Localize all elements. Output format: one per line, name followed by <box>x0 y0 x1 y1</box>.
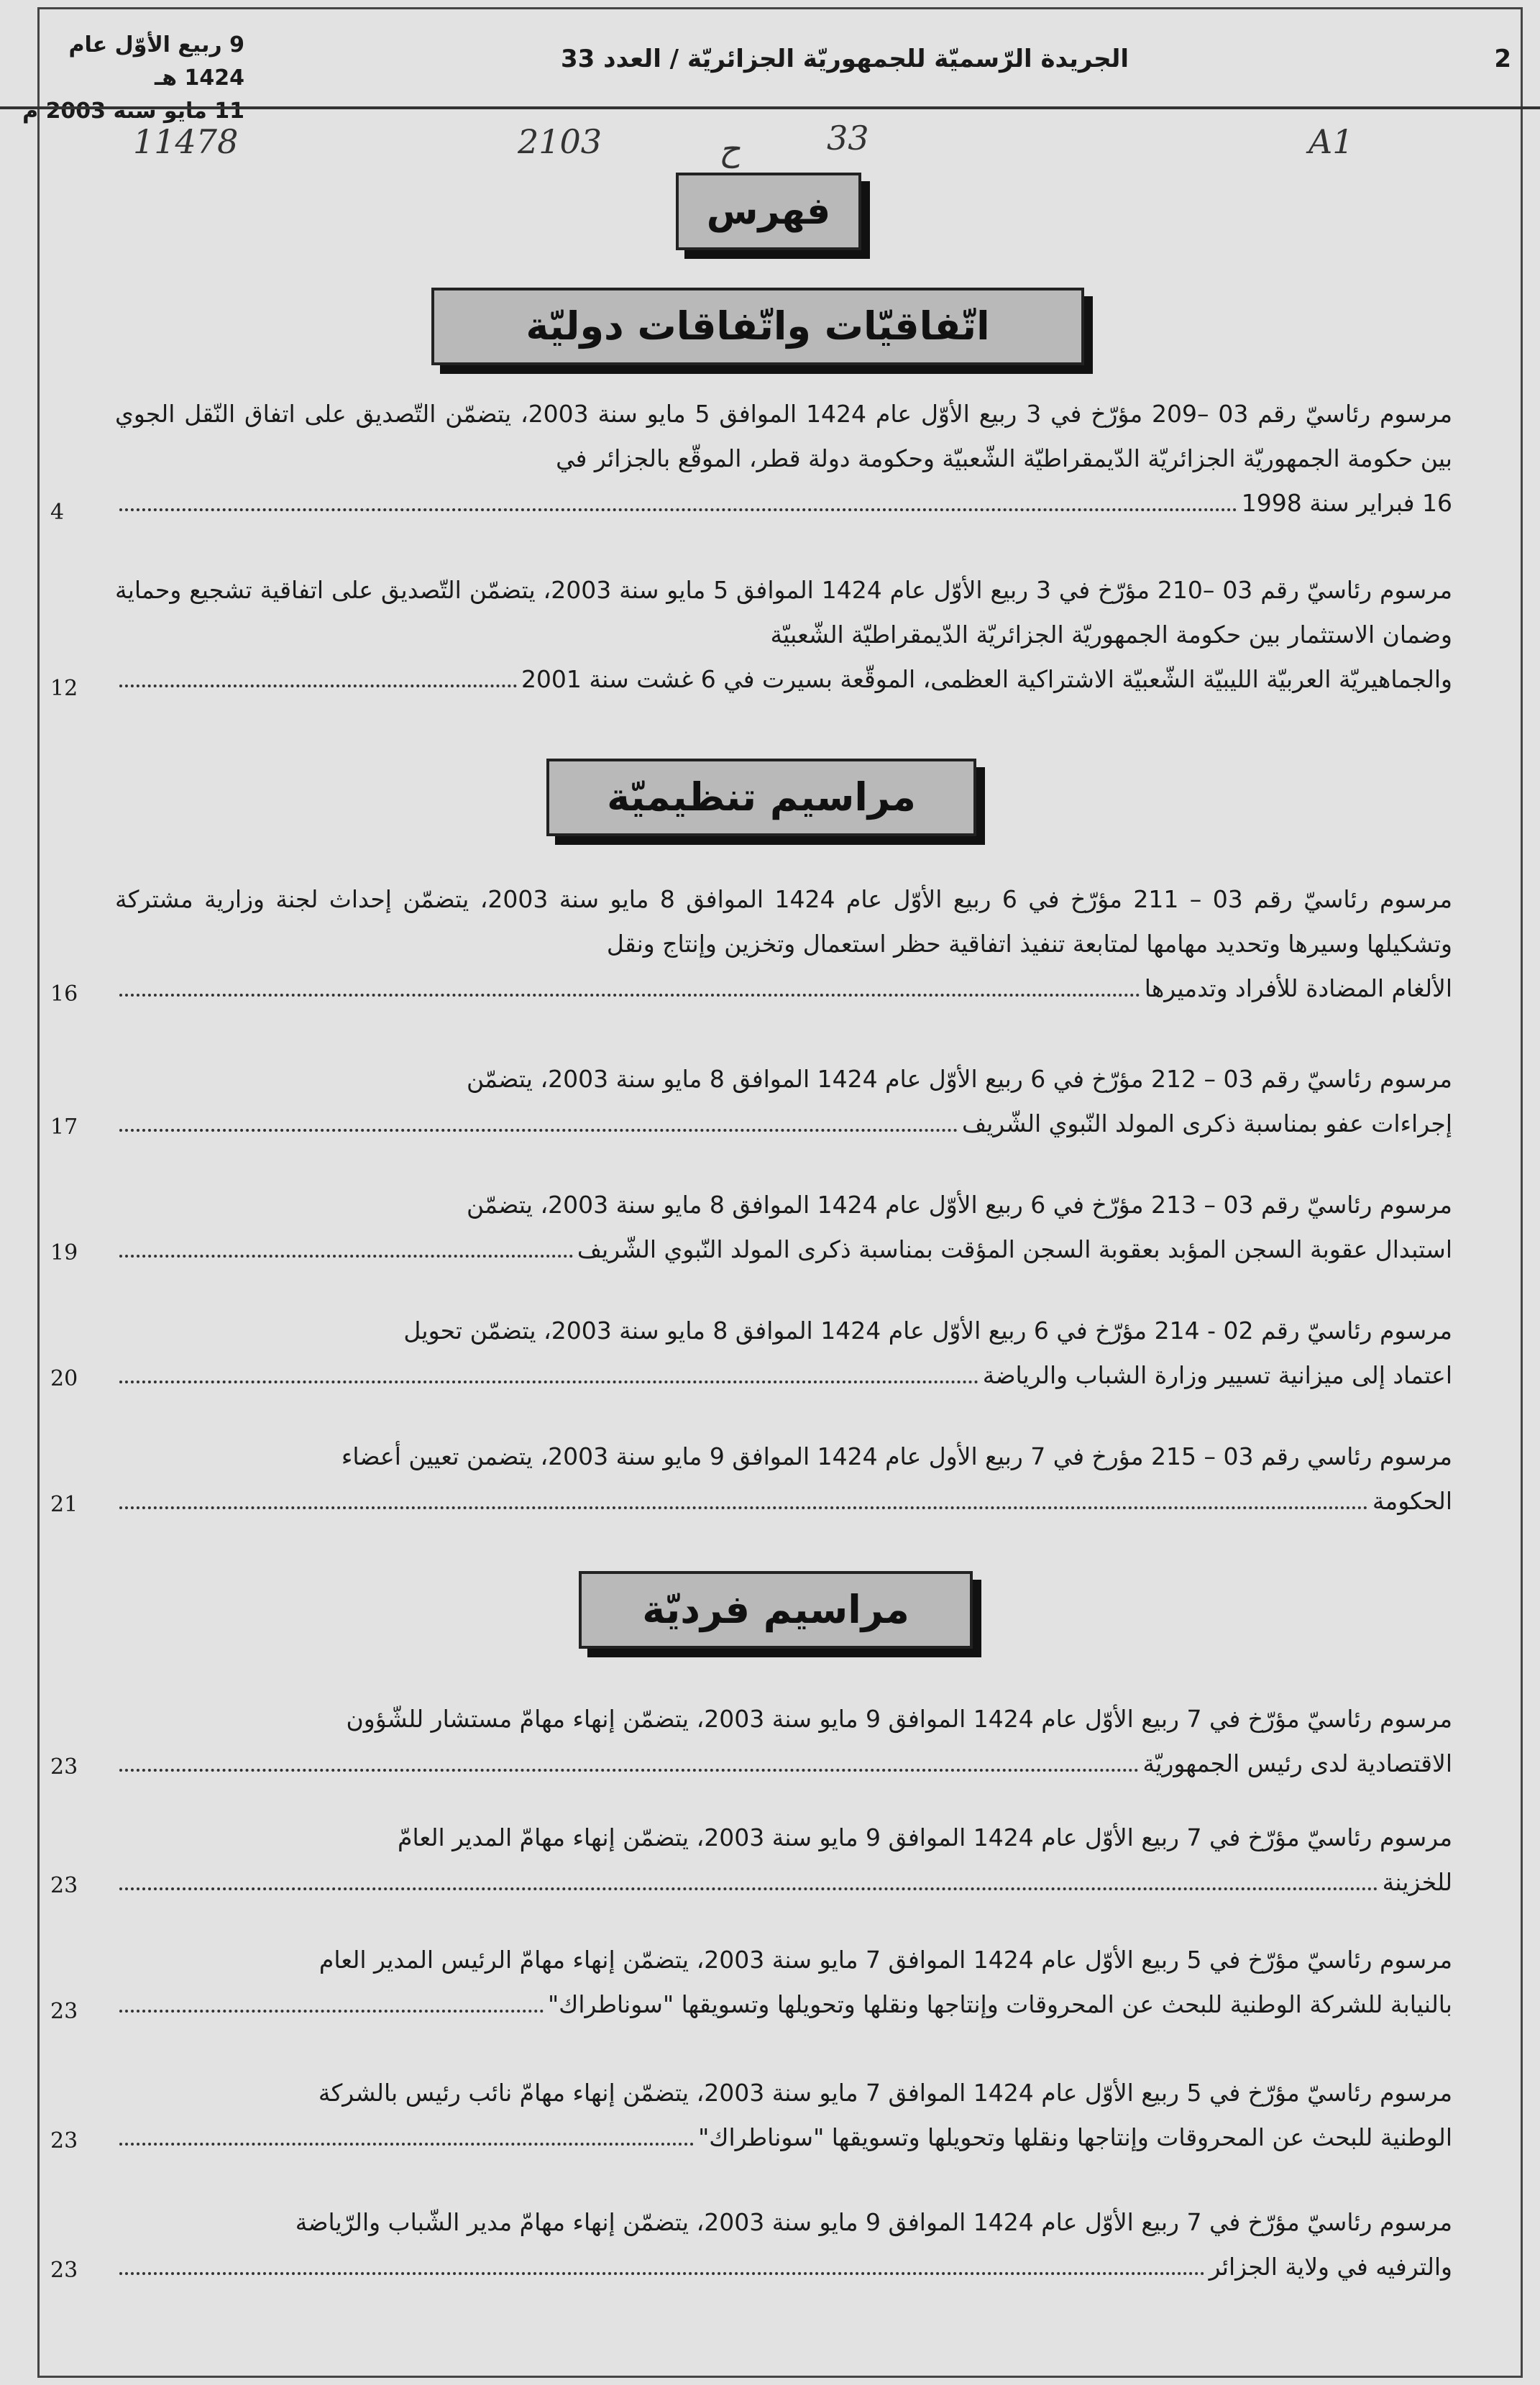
handwritten-note-e: 11478 <box>133 122 239 161</box>
entry-page-number: 23 <box>50 2128 78 2153</box>
issue-date <box>7 29 244 128</box>
entry-last-line <box>115 2115 1452 2160</box>
section-title-individual: مراسيم فرديّة <box>579 1571 973 1649</box>
entry-last-line <box>115 1102 1452 1146</box>
entry-text: مرسوم رئاسي رقم 03 – 215 مؤرخ في 7 ربيع الأول عام 1424 الموافق 9 مايو سنة 2003، يتضمن تعيين أعضاء <box>341 1442 1452 1470</box>
entry-text: مرسوم رئاسيّ رقم 03 – 211 مؤرّخ في 6 ربيع الأوّل عام 1424 الموافق 8 مايو سنة 2003، يتضمّن إحداث لجنة وزارية مشتركة وتشكيلها وسيرها وتحديد مهامها لمتابعة تنفيذ اتفاقية حظر استعمال وتخزين وإنتاج ونقل <box>115 885 1453 958</box>
entry-last: اعتماد إلى ميزانية تسيير وزارة الشباب والرياضة <box>982 1361 1452 1389</box>
handwritten-note-b: 33 <box>827 119 869 157</box>
toc-entry <box>115 1057 1452 1146</box>
dot-leader <box>119 685 517 687</box>
entry-text: مرسوم رئاسيّ مؤرّخ في 7 ربيع الأوّل عام 1424 الموافق 9 مايو سنة 2003، يتضمّن إنهاء مهامّ مستشار للشّؤون <box>346 1705 1452 1733</box>
entry-last: 16 فبراير سنة 1998 <box>1241 489 1452 517</box>
entry-last: الألغام المضادة للأفراد وتدميرها <box>1144 974 1452 1002</box>
entry-page-number: 12 <box>50 676 78 701</box>
entry-last-line <box>115 1741 1452 1786</box>
dot-leader <box>119 1381 978 1383</box>
entry-text: مرسوم رئاسيّ رقم 03 – 213 مؤرّخ في 6 ربيع الأوّل عام 1424 الموافق 8 مايو سنة 2003، يتضمّن <box>467 1191 1452 1219</box>
entry-page-number: 23 <box>50 1999 78 2024</box>
entry-last: الوطنية للبحث عن المحروقات وإنتاجها ونقلها وتحويلها وتسويقها "سوناطراك" <box>698 2123 1452 2151</box>
entry-last-line <box>115 481 1452 526</box>
entry-text: مرسوم رئاسيّ مؤرّخ في 7 ربيع الأوّل عام 1424 الموافق 9 مايو سنة 2003، يتضمّن إنهاء مهامّ المدير العامّ <box>398 1823 1452 1851</box>
entry-last: للخزينة <box>1382 1868 1452 1896</box>
entry-last-line <box>115 1860 1452 1905</box>
toc-title: فهرس <box>676 173 861 250</box>
entry-page-number: 21 <box>50 1492 78 1517</box>
entry-last: الاقتصادية لدى رئيس الجمهوريّة <box>1142 1749 1452 1777</box>
dot-leader <box>119 1506 1368 1509</box>
entry-page-number: 16 <box>50 981 78 1007</box>
toc-entry <box>115 1697 1452 1786</box>
dot-leader <box>119 1129 958 1132</box>
entry-text: مرسوم رئاسيّ رقم 03 –209 مؤرّخ في 3 ربيع الأوّل عام 1424 الموافق 5 مايو سنة 2003، يتضمّن التّصديق على اتفاق النّقل الجوي بين حكومة الجمهوريّة الجزائريّة الدّيمقراطيّة الشّعبيّة وحكومة دولة قطر، الموقّع بالجزائر في <box>115 400 1453 472</box>
page-number: 2 <box>1494 45 1511 73</box>
entry-last-line <box>115 1227 1452 1272</box>
entry-text: مرسوم رئاسيّ رقم 03 –210 مؤرّخ في 3 ربيع الأوّل عام 1424 الموافق 5 مايو سنة 2003، يتضمّن التّصديق على اتفاقية تشجيع وحماية وضمان الاستثمار بين حكومة الجمهوريّة الجزائريّة الدّيمقراطيّة الشّعبيّة <box>115 576 1452 649</box>
toc-entry <box>115 877 1452 1011</box>
entry-last-line <box>115 1982 1452 2027</box>
entry-last: بالنيابة للشركة الوطنية للبحث عن المحروقات وإنتاجها ونقلها وتحويلها وتسويقها "سوناطراك" <box>547 1990 1452 2018</box>
header-rule <box>0 106 1540 109</box>
toc-entry <box>115 1183 1452 1272</box>
entry-page-number: 17 <box>50 1114 78 1140</box>
entry-last: والجماهيريّة العربيّة الليبيّة الشّعبيّة الاشتراكية العظمى، الموقّعة بسيرت في 6 غشت سنة 2001 <box>521 665 1452 693</box>
entry-last-line <box>115 1353 1452 1398</box>
dot-leader <box>119 1769 1139 1772</box>
section-title-international: اتّفاقيّات واتّفاقات دوليّة <box>431 288 1084 365</box>
entry-last-line <box>115 657 1452 702</box>
entry-page-number: 23 <box>50 1754 78 1780</box>
toc-entry <box>115 1938 1452 2027</box>
entry-page-number: 23 <box>50 1873 78 1898</box>
entry-text: مرسوم رئاسيّ رقم 03 – 212 مؤرّخ في 6 ربيع الأوّل عام 1424 الموافق 8 مايو سنة 2003، يتضمّن <box>467 1065 1452 1093</box>
toc-entry <box>115 1309 1452 1398</box>
toc-entry <box>115 2071 1452 2160</box>
entry-last: استبدال عقوبة السجن المؤبد بعقوبة السجن المؤقت بمناسبة ذكرى المولد النّبوي الشّريف <box>577 1235 1452 1263</box>
date-hijri: 9 ربيع الأوّل عام 1424 هـ <box>68 32 244 91</box>
dot-leader <box>119 2010 544 2013</box>
entry-last-line <box>115 2245 1452 2289</box>
newspaper-title: الجريدة الرّسميّة للجمهوريّة الجزائريّة / العدد 33 <box>560 45 1129 73</box>
toc-entry <box>115 392 1452 526</box>
toc-entry <box>115 1816 1452 1905</box>
entry-text: مرسوم رئاسيّ مؤرّخ في 5 ربيع الأوّل عام 1424 الموافق 7 مايو سنة 2003، يتضمّن إنهاء مهامّ الرئيس المدير العام <box>318 1946 1452 1974</box>
entry-page-number: 4 <box>50 500 65 525</box>
handwritten-note-a: A1 <box>1308 122 1354 161</box>
entry-page-number: 23 <box>50 2258 78 2283</box>
section-title-regulatory: مراسيم تنظيميّة <box>546 759 976 836</box>
handwritten-note-d: 2103 <box>518 122 602 161</box>
entry-text: مرسوم رئاسيّ مؤرّخ في 7 ربيع الأوّل عام 1424 الموافق 9 مايو سنة 2003، يتضمّن إنهاء مهامّ مدير الشّباب والرّياضة <box>295 2208 1452 2236</box>
entry-text: مرسوم رئاسيّ مؤرّخ في 5 ربيع الأوّل عام 1424 الموافق 7 مايو سنة 2003، يتضمّن إنهاء مهامّ نائب رئيس بالشركة <box>318 2079 1452 2107</box>
date-gregorian: 11 مايو سنة 2003 م <box>22 99 244 124</box>
dot-leader <box>119 994 1140 997</box>
entry-text: مرسوم رئاسيّ رقم 02 - 214 مؤرّخ في 6 ربيع الأوّل عام 1424 الموافق 8 مايو سنة 2003، يتضمّن تحويل <box>403 1317 1452 1345</box>
entry-last: والترفيه في ولاية الجزائر <box>1209 2253 1452 2281</box>
toc-entry <box>115 1434 1452 1524</box>
entry-page-number: 19 <box>50 1240 78 1265</box>
toc-entry <box>115 2200 1452 2289</box>
dot-leader <box>119 1887 1378 1890</box>
entry-last: الحكومة <box>1372 1487 1452 1515</box>
dot-leader <box>119 1255 573 1258</box>
dot-leader <box>119 2272 1205 2275</box>
entry-last-line <box>115 1479 1452 1524</box>
toc-entry <box>115 568 1452 702</box>
handwritten-note-c: ح <box>719 129 741 168</box>
entry-last-line <box>115 966 1452 1011</box>
dot-leader <box>119 2143 694 2146</box>
dot-leader <box>119 508 1237 511</box>
entry-last: إجراءات عفو بمناسبة ذكرى المولد النّبوي الشّريف <box>961 1109 1452 1137</box>
entry-page-number: 20 <box>50 1366 78 1391</box>
